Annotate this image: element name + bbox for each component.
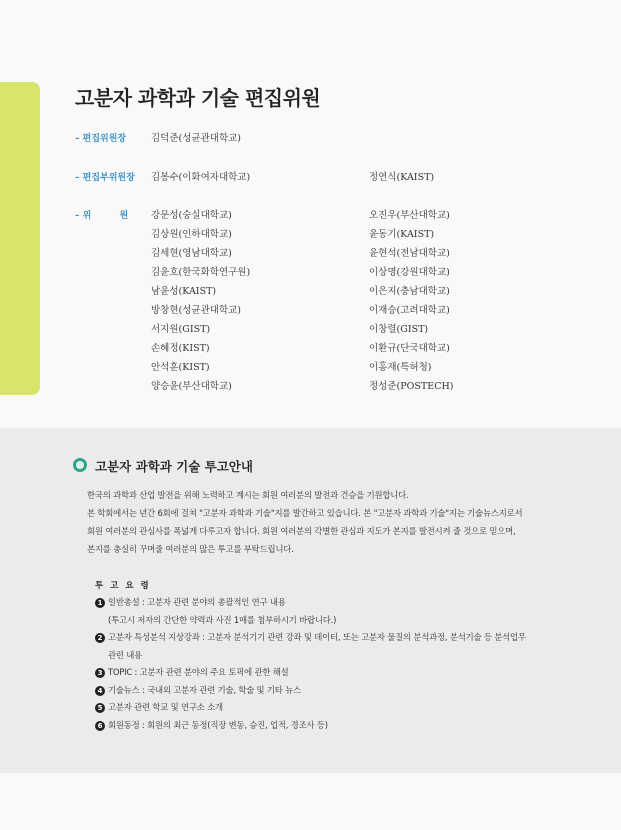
member-name: 서지원(GIST) [151, 324, 211, 335]
guide-paragraph-line: 회원 여러분의 관심사를 폭넓게 다루고자 합니다. 회원 여러분의 각별한 관심과 지도가 본지를 발전시켜 줄 것으로 믿으며, [87, 526, 516, 536]
member-name: 윤동기(KAIST) [369, 229, 435, 240]
member-name: 이재승(고려대학교) [369, 305, 450, 316]
member-name: 오진우(부산대학교) [369, 210, 450, 221]
guide-title: 고분자 과학과 기술 투고안내 [95, 459, 253, 474]
member-name: 김상원(인하대학교) [151, 229, 232, 240]
member-name: 정성준(POSTECH) [369, 381, 454, 392]
number-badge-icon: 4 [95, 686, 105, 696]
number-badge-icon: 2 [95, 633, 105, 643]
member-name: 이상명(강원대학교) [369, 267, 450, 278]
member-name: 남윤성(KAIST) [151, 286, 217, 297]
member-name: 윤현석(전남대학교) [369, 248, 450, 259]
requirement-note: (투고시 저자의 간단한 약력과 사진 1매를 첨부하시기 바랍니다.) [108, 615, 337, 625]
member-name: 이환규(단국대학교) [369, 343, 450, 354]
page-title: 고분자 과학과 기술 편집위원 [75, 86, 321, 110]
member-name: 강문성(숭실대학교) [151, 210, 232, 221]
requirements-heading: 투 고 요 령 [95, 581, 151, 591]
member-name: 방창현(성균관대학교) [151, 305, 242, 316]
role-members: – 위 원 [75, 211, 129, 221]
editor-in-chief-name: 김덕준(성균관대학교) [151, 133, 242, 144]
requirement-item: 2 고분자 특성분석 지상강좌 : 고분자 분석기기 관련 강좌 및 데이터, 또는 고분자 물질의 분석과정, 분석기술 등 분석업무 [95, 631, 526, 643]
member-name: 김세현(영남대학교) [151, 248, 232, 259]
requirement-item: 1 일반총설 : 고분자 관련 분야의 총괄적인 연구 내용 [95, 596, 286, 608]
member-name: 안석훈(KIST) [151, 362, 210, 373]
number-badge-icon: 1 [95, 598, 105, 608]
guide-paragraph-line: 한국의 과학과 산업 발전을 위해 노력하고 계시는 회원 여러분의 발전과 건승을 기원합니다. [87, 490, 409, 500]
requirement-item: 4 기술뉴스 : 국내외 고분자 관련 기술, 학술 및 기타 뉴스 [95, 684, 301, 696]
member-name: 이창렬(GIST) [369, 324, 429, 335]
role-vice-editor: – 편집부위원장 [75, 173, 135, 183]
requirement-item: 5 고분자 관련 학교 및 연구소 소개 [95, 701, 223, 713]
guide-paragraph-line: 본 학회에서는 년간 6회에 걸쳐 "고분자 과학과 기술"지를 발간하고 있습니다. 본 "고분자 과학과 기술"지는 기술뉴스지로서 [87, 508, 523, 518]
vice-editor-name: 김봉수(이화여자대학교) [151, 172, 251, 183]
member-name: 손혜정(KIST) [151, 343, 210, 354]
vice-editor-name: 정연식(KAIST) [369, 172, 435, 183]
number-badge-icon: 3 [95, 668, 105, 678]
requirement-item: 6 회원동정 : 회원의 최근 동정(직장 변동, 승진, 업적, 경조사 등) [95, 719, 328, 731]
member-name: 이홍재(특허청) [369, 362, 432, 373]
member-name: 김윤호(한국화학연구원) [151, 267, 251, 278]
guide-paragraph-line: 본지를 충실히 꾸며줄 여러분의 많은 투고를 부탁드립니다. [87, 544, 294, 554]
accent-bar [0, 82, 40, 395]
number-badge-icon: 5 [95, 703, 105, 713]
member-name: 양승윤(부산대학교) [151, 381, 232, 392]
role-editor-in-chief: – 편집위원장 [75, 134, 127, 144]
requirement-item: 3 TOPIC : 고분자 관련 분야의 주요 토픽에 관한 해설 [95, 666, 289, 678]
requirement-note: 관련 내용 [108, 650, 143, 660]
number-badge-icon: 6 [95, 721, 105, 731]
member-name: 이은지(충남대학교) [369, 286, 450, 297]
